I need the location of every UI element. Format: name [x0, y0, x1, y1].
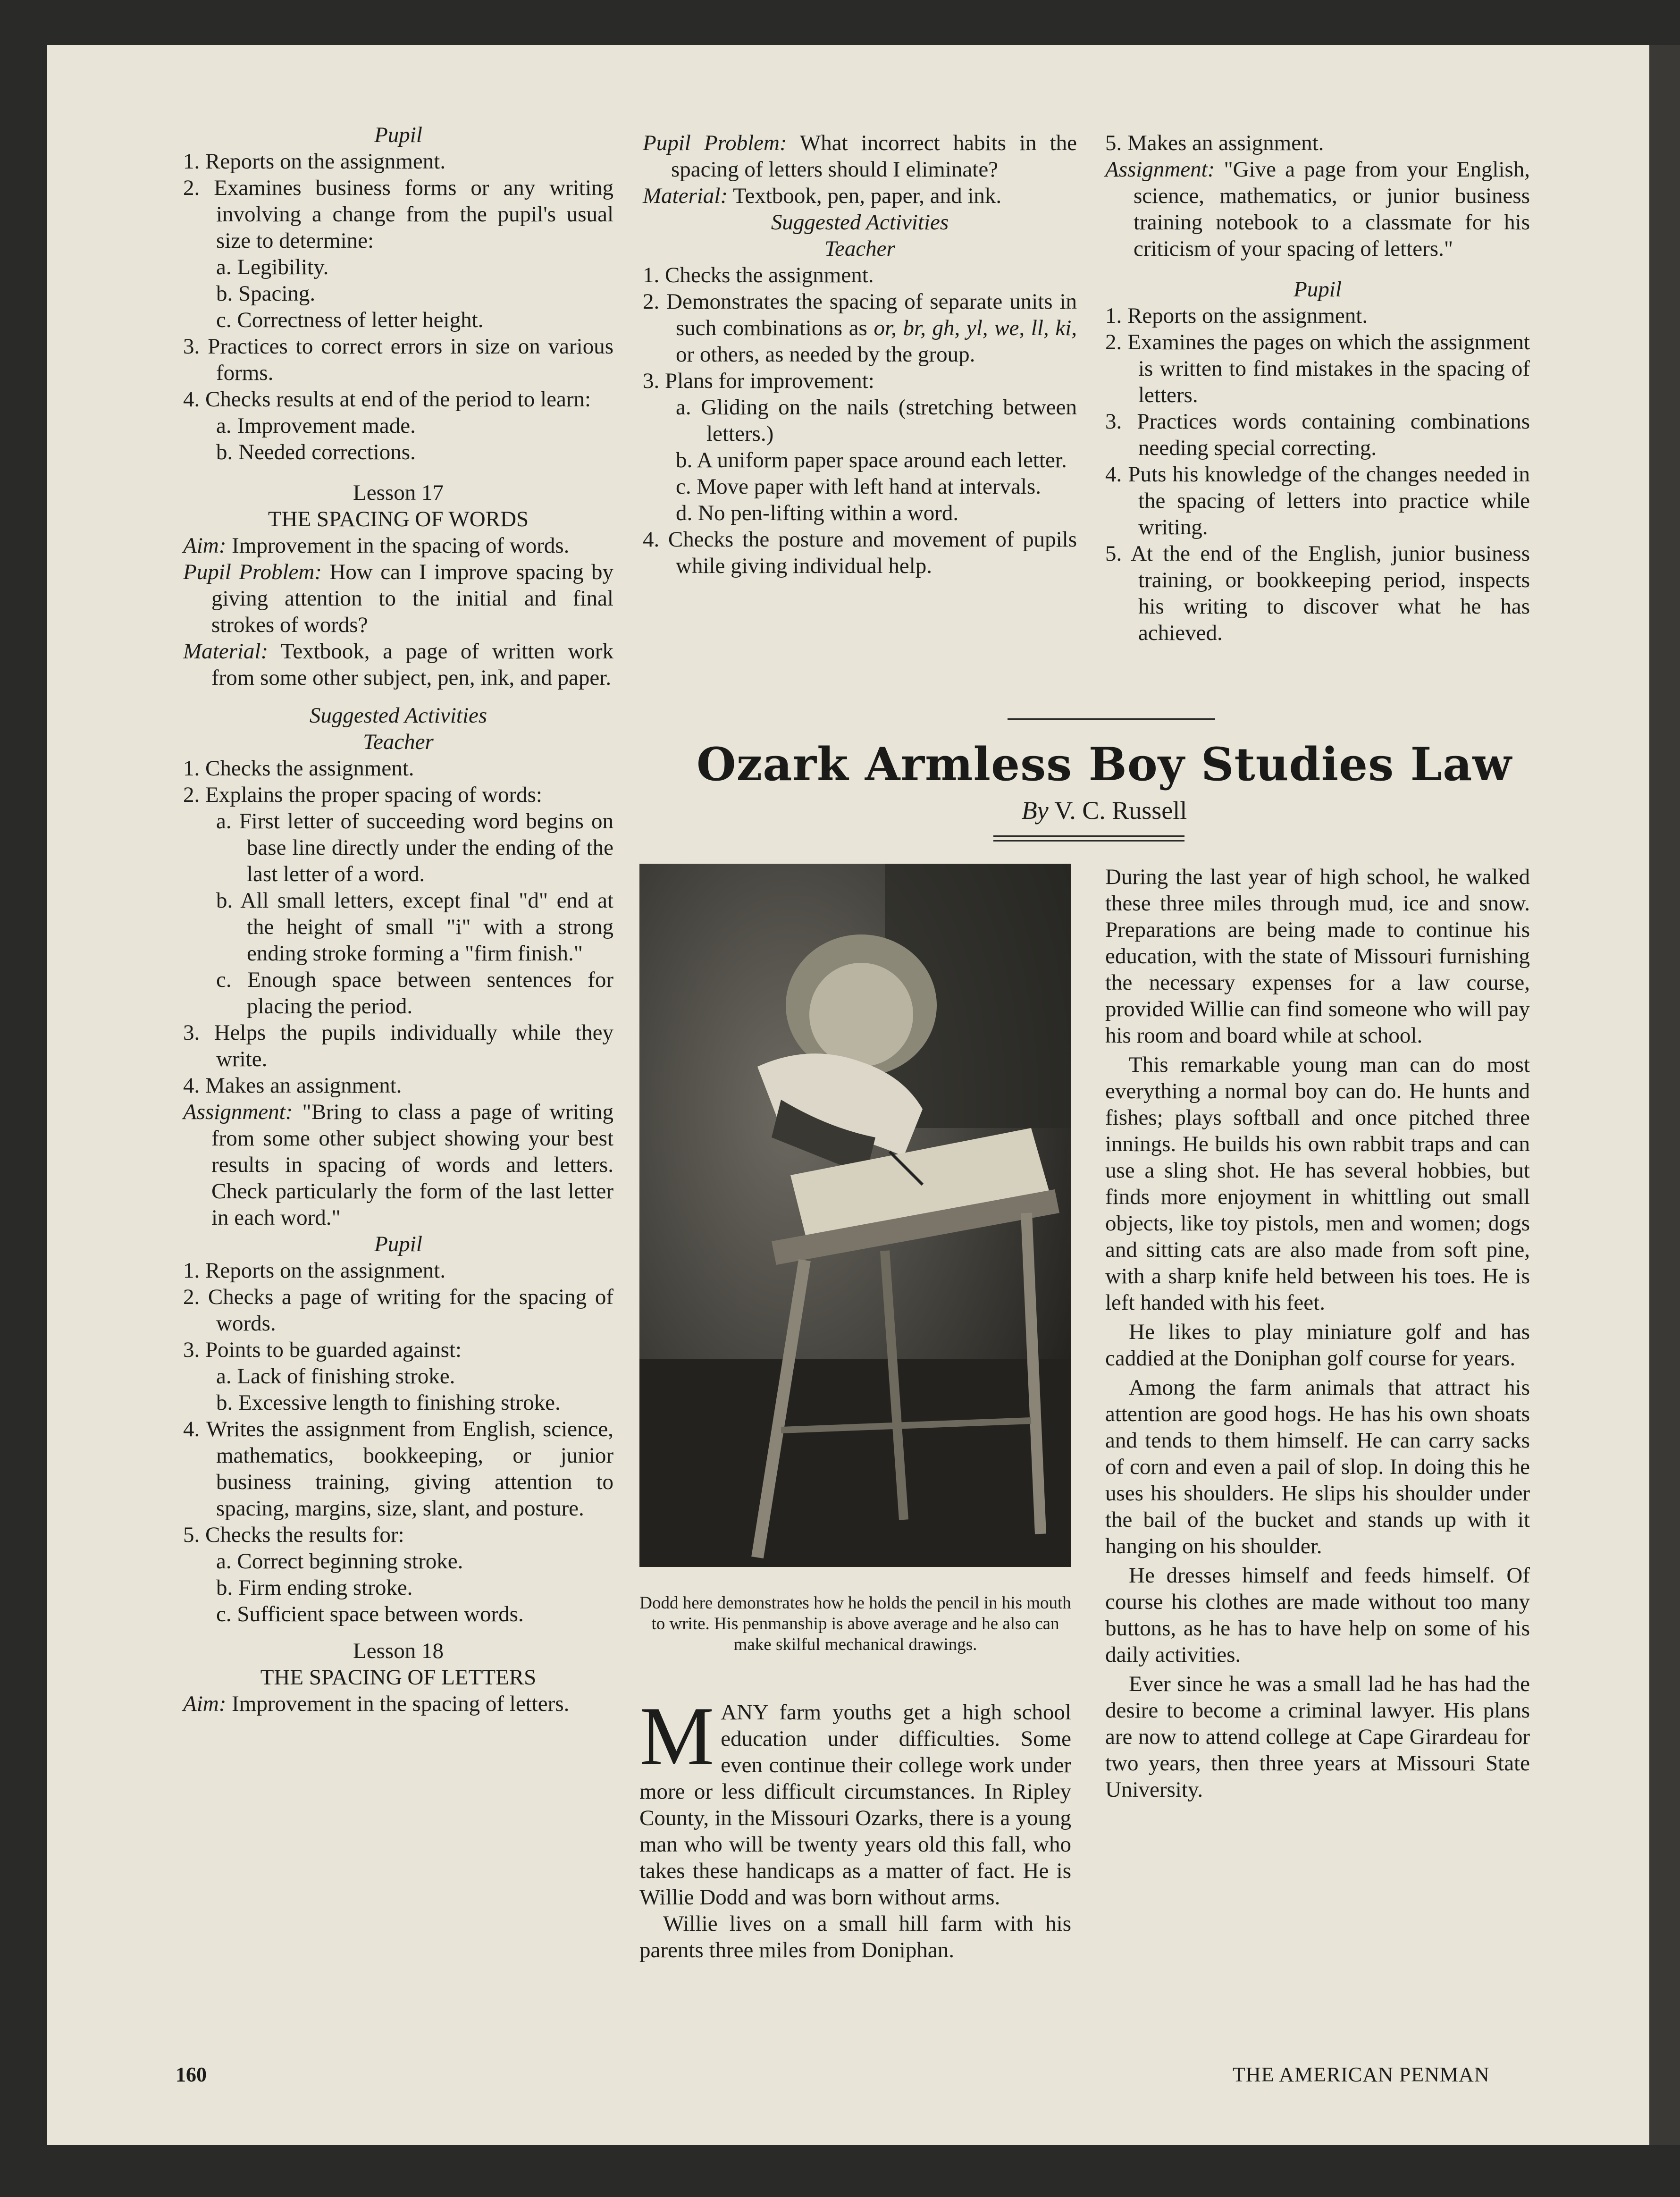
sub-item: b. Firm ending stroke. — [216, 1575, 413, 1600]
photo-illustration — [639, 864, 1071, 1567]
author-name: V. C. Russell — [1054, 796, 1187, 825]
column-2 — [643, 130, 1077, 579]
sub-item: c. Enough space between sentences for placing the period. — [216, 968, 613, 1019]
paragraph-text: farm youths get a high school education under difficulties. Some even continue their college work under more or less difficult circumstances. In Ripley County, in the Missouri Ozarks, there is a young man who will be twenty years old this fall, who takes these handicaps as a matter of fact. He is Willie Dodd and was born without arms. — [639, 1700, 1071, 1910]
material-line — [643, 183, 1077, 209]
lesson-number: Lesson 18 — [353, 1639, 444, 1663]
list-item: 5. Makes an assignment. — [1105, 131, 1324, 155]
sub-item: a. Gliding on the nails (stretching between letters.) — [676, 395, 1077, 446]
list-item — [643, 288, 1077, 368]
column-1 — [183, 122, 613, 1717]
sub-item: a. Correct beginning stroke. — [216, 1549, 463, 1574]
article-paragraph: Ever since he was a small lad he has had the desire to become a criminal lawyer. His plans are now to attend college at Cape Girardeau for two years, then three years at Missouri State University. — [1105, 1672, 1530, 1802]
article-paragraph: During the last year of high school, he walked these three miles through mud, ice and snow. Preparations are being made to continue his education, with the state of Missouri furnishing the necessary expenses for a law course, provided Willie can find someone who will pay his room and board while at school. — [1105, 865, 1530, 1048]
lesson-number: Lesson 17 — [353, 480, 444, 505]
sub-item: b. A uniform paper space around each letter. — [676, 448, 1067, 472]
pupil-heading: Pupil — [374, 1232, 422, 1256]
list-item: 3. Practices to correct errors in size on various forms. — [183, 334, 613, 385]
list-item: 4. Checks the posture and movement of pupils while giving individual help. — [643, 527, 1077, 578]
material-text: Textbook, pen, paper, and ink. — [733, 184, 1002, 208]
aim-label: Aim: — [183, 1692, 227, 1716]
material-line — [183, 638, 613, 691]
list-item: 1. Reports on the assignment. — [1105, 303, 1368, 328]
material-text: Textbook, a page of written work from some other subject, pen, ink, and paper. — [211, 639, 613, 690]
list-item: 2. Explains the proper spacing of words: — [183, 783, 542, 807]
sub-item: a. Lack of finishing stroke. — [216, 1364, 455, 1389]
sub-item: a. Improvement made. — [216, 413, 416, 438]
list-item: 2. Checks a page of writing for the spacing of words. — [183, 1285, 613, 1336]
teacher-heading: Teacher — [363, 730, 434, 754]
assignment-text: "Give a page from your English, science, mathematics, or junior business training notebook to a classmate for his criticism of your spacing of letters." — [1134, 157, 1530, 261]
activities-heading: Suggested Activities — [309, 703, 487, 728]
photo-armless-boy-writing — [639, 864, 1071, 1567]
magazine-name: THE AMERICAN PENMAN — [1233, 2063, 1490, 2086]
assignment-text: "Bring to class a page of writing from some other subject showing your best results in spacing of words and letters. Check particularly the form of the last letter in each word." — [211, 1100, 613, 1230]
list-item: 1. Reports on the assignment. — [183, 1258, 446, 1283]
assignment-label: Assignment: — [1105, 157, 1215, 182]
problem-text: How can I improve spacing by giving attention to the initial and final strokes of words? — [211, 560, 613, 637]
article-paragraph: Willie lives on a small hill farm with his parents three miles from Doniphan. — [639, 1911, 1071, 1962]
problem-label: Pupil Problem: — [183, 560, 322, 584]
list-item: 1. Checks the assignment. — [183, 756, 414, 781]
sub-item: c. Sufficient space between words. — [216, 1602, 524, 1626]
list-item: 2. Examines business forms or any writing involving a change from the pupil's usual size to determine: — [183, 176, 613, 253]
aim-text: Improvement in the spacing of letters. — [232, 1692, 570, 1716]
list-item: 2. Examines the pages on which the assignment is written to find mistakes in the spacing of letters. — [1105, 330, 1530, 407]
aim-line — [183, 532, 613, 559]
byline — [632, 795, 1576, 825]
lead-in-caps: ANY — [721, 1700, 768, 1725]
article-paragraph: This remarkable young man can do most everything a normal boy can do. He hunts and fishes; plays softball and once pitched three innings. He builds his own rabbit traps and can use a sling shot. He has several hobbies, but finds more enjoyment in whittling out small objects, like toy pistols, men and women; dogs and sitting cats are also made from soft pine, with a sharp knife held between his toes. He is left handed with his feet. — [1105, 1052, 1530, 1315]
assignment-line — [1105, 156, 1530, 262]
list-item: 3. Points to be guarded against: — [183, 1338, 462, 1362]
drop-cap: M — [639, 1689, 714, 1783]
pupil-heading: Pupil — [1294, 277, 1342, 302]
problem-line — [643, 130, 1077, 183]
binding-edge — [1649, 45, 1680, 2145]
sub-item: a. Legibility. — [216, 255, 329, 279]
problem-label: Pupil Problem: — [643, 131, 787, 155]
sub-item: c. Move paper with left hand at intervals. — [676, 474, 1041, 499]
list-item: 3. Helps the pupils individually while they write. — [183, 1020, 613, 1071]
list-item: 5. At the end of the English, junior business training, or bookkeeping period, inspects his writing to discover what he has achieved. — [1105, 541, 1530, 645]
list-item: 4. Checks results at end of the period to learn: — [183, 387, 591, 412]
pupil-heading: Pupil — [374, 123, 422, 147]
item-text: 2. Demonstrates the spacing of separate units in such combinations as — [643, 289, 1077, 340]
byline-by: By — [1021, 796, 1049, 825]
list-item: 4. Puts his knowledge of the changes needed in the spacing of letters into practice while writing. — [1105, 462, 1530, 539]
list-item: 1. Reports on the assignment. — [183, 149, 446, 174]
assignment-label: Assignment: — [183, 1100, 293, 1124]
byline-rule — [993, 840, 1184, 842]
letter-combinations: or, br, gh, yl, we, ll, ki, — [874, 316, 1077, 340]
list-item: 3. Plans for improvement: — [643, 369, 874, 393]
section-divider — [1008, 718, 1215, 720]
material-label: Material: — [183, 639, 269, 664]
aim-label: Aim: — [183, 533, 227, 558]
page-number: 160 — [176, 2063, 207, 2086]
article-paragraph: He dresses himself and feeds himself. Of course his clothes are made without too many buttons, as he has to have help on some of his daily activities. — [1105, 1563, 1530, 1667]
teacher-heading: Teacher — [824, 236, 895, 261]
article-paragraph: Among the farm animals that attract his attention are good hogs. He has his own shoats and tends to them himself. He can carry sacks of corn and even a pail of slop. In doing this he uses his shoulders. He slips his shoulder under the bail of the bucket and stands up with it hanging on his shoulder. — [1105, 1375, 1530, 1558]
assignment-line — [183, 1099, 613, 1231]
article-column-left — [639, 1689, 1071, 1963]
material-label: Material: — [643, 184, 728, 208]
sub-item: d. No pen-lifting within a word. — [676, 501, 959, 525]
activities-heading: Suggested Activities — [771, 210, 949, 235]
sub-item: b. All small letters, except final "d" end at the height of small "i" with a strong ending stroke forming a "firm finish." — [216, 888, 613, 966]
list-item: 5. Checks the results for: — [183, 1523, 404, 1547]
sub-item: b. Excessive length to finishing stroke. — [216, 1390, 561, 1415]
lesson-title: THE SPACING OF LETTERS — [260, 1665, 537, 1690]
byline-rule — [993, 835, 1184, 837]
article-paragraph — [639, 1689, 1071, 1911]
list-item: 3. Practices words containing combinations needing special correcting. — [1105, 409, 1530, 460]
list-item: 4. Writes the assignment from English, science, mathematics, bookkeeping, or junior business training, giving attention to spacing, margins, size, slant, and posture. — [183, 1417, 613, 1521]
problem-text: What incorrect habits in the spacing of letters should I eliminate? — [671, 131, 1077, 182]
photo-caption: Dodd here demonstrates how he holds the pencil in his mouth to write. His penmanship is above average and he also can make skilful mechanical drawings. — [639, 1593, 1071, 1654]
column-3 — [1105, 130, 1530, 646]
sub-item: b. Needed corrections. — [216, 440, 416, 464]
article-column-right — [1105, 864, 1530, 1803]
sub-item: a. First letter of succeeding word begins on base line directly under the ending of the last letter of a word. — [216, 809, 613, 886]
list-item: 4. Makes an assignment. — [183, 1073, 402, 1098]
aim-text: Improvement in the spacing of words. — [232, 533, 570, 558]
lesson-title: THE SPACING OF WORDS — [268, 507, 529, 531]
list-item: 1. Checks the assignment. — [643, 263, 874, 287]
article-title: Ozark Armless Boy Studies Law — [697, 738, 1512, 791]
article-paragraph: He likes to play miniature golf and has caddied at the Doniphan golf course for years. — [1105, 1320, 1530, 1371]
item-text: or others, as needed by the group. — [676, 342, 975, 367]
sub-item: b. Spacing. — [216, 281, 316, 306]
aim-line — [183, 1691, 613, 1717]
sub-item: c. Correctness of letter height. — [216, 308, 484, 332]
problem-line — [183, 559, 613, 638]
